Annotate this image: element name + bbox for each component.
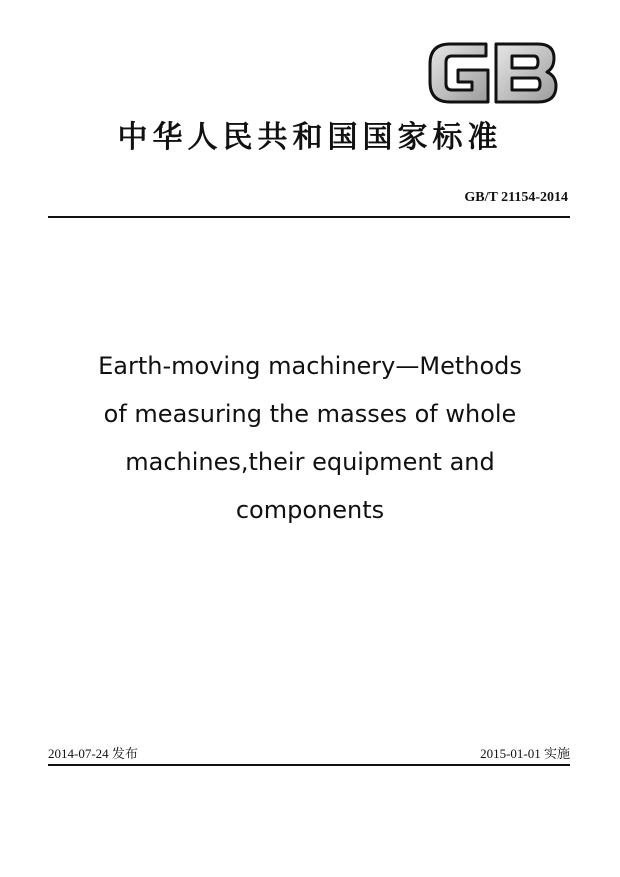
- title-line-1: Earth-moving machinery—Methods: [98, 352, 522, 380]
- title-line-2: of measuring the masses of whole: [103, 400, 517, 428]
- footer-divider: [48, 764, 570, 766]
- issue-date: 2014-07-24 发布: [48, 746, 138, 761]
- title-line-4: components: [235, 496, 385, 524]
- title-line-3: machines,their equipment and: [125, 448, 495, 476]
- implementation-date: 2015-01-01 实施: [480, 746, 570, 761]
- organization-title: 中华人民共和国国家标准: [117, 120, 503, 155]
- gb-logo: [426, 40, 560, 106]
- document-title: [60, 342, 560, 534]
- standard-number: GB/T 21154-2014: [464, 190, 568, 205]
- header-divider: [48, 216, 570, 218]
